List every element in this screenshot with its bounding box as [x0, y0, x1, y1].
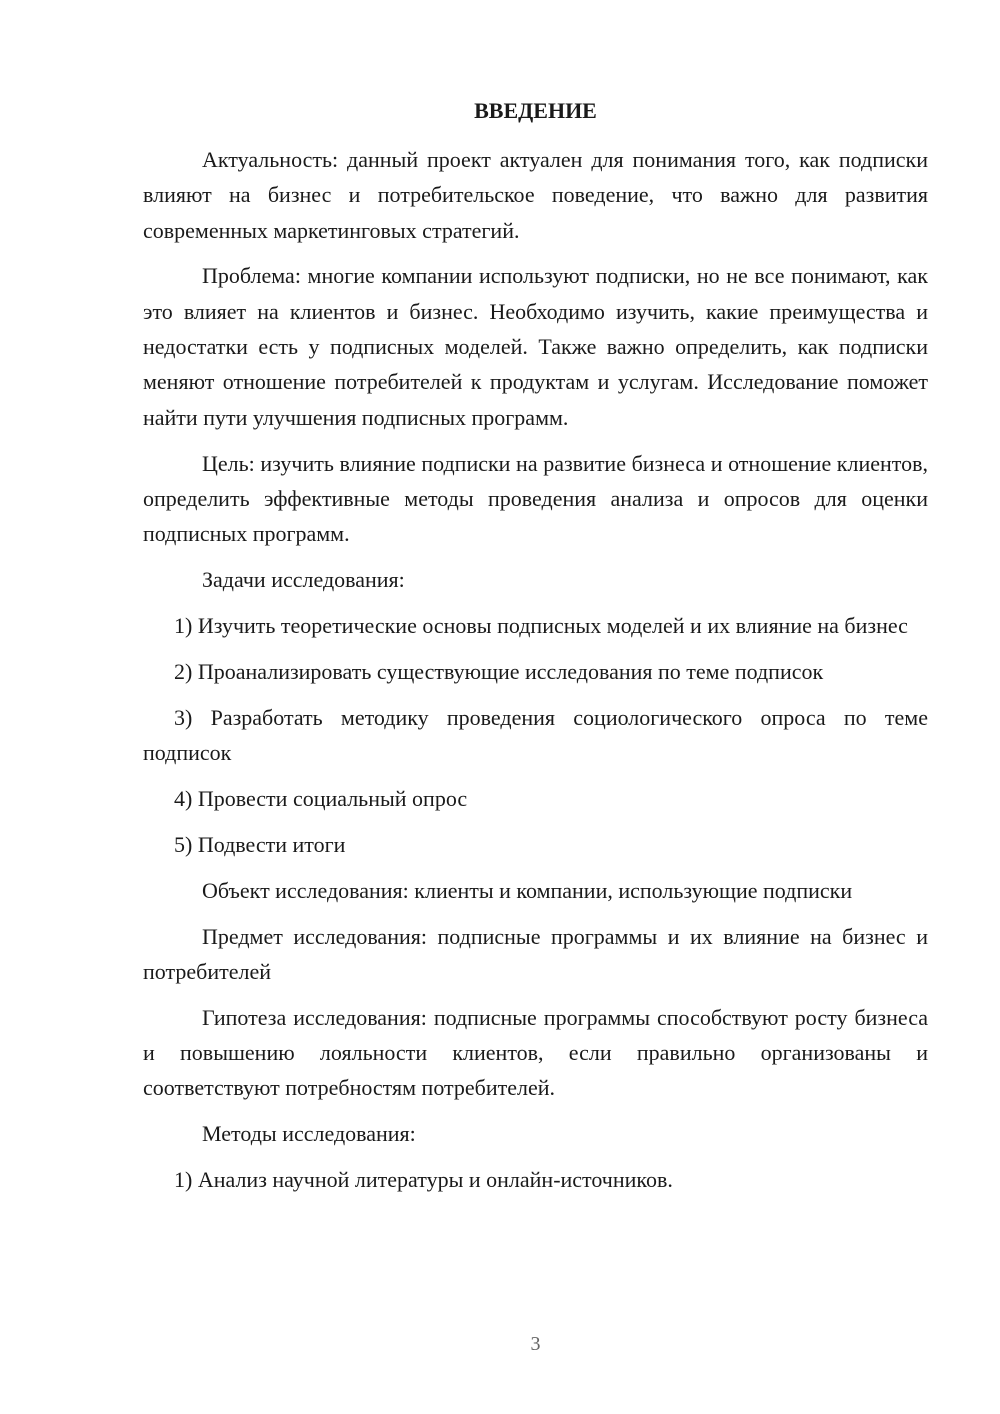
- paragraph-methods-heading: Методы исследования:: [202, 1121, 416, 1147]
- section-title: ВВЕДЕНИЕ: [474, 98, 597, 123]
- paragraph-goal: Цель: изучить влияние подписки на развитие бизнеса и отношение клиентов, определить эффективные методы проведения анализа и опросов для оценки подписных программ.: [143, 450, 928, 547]
- list-item-task-4: 4) Провести социальный опрос: [174, 785, 468, 811]
- paragraph-subject: Предмет исследования: подписные программы и их влияние на бизнес и потребителей: [143, 923, 928, 984]
- list-item-task-5: 5) Подвести итоги: [174, 831, 346, 857]
- page-number: 3: [530, 1333, 541, 1355]
- list-item-task-2: 2) Проанализировать существующие исследования по теме подписок: [174, 658, 824, 684]
- document-page: [143, 0, 928, 1414]
- paragraph-relevance: Актуальность: данный проект актуален для понимания того, как подписки влияют на бизнес и потребительское поведение, что важно для развития современных маркетинговых стратегий.: [143, 147, 928, 243]
- section-body: [143, 142, 928, 1208]
- list-item-method-1: 1) Анализ научной литературы и онлайн-источников.: [174, 1167, 673, 1193]
- list-item-task-1: 1) Изучить теоретические основы подписных моделей и их влияние на бизнес: [174, 612, 908, 638]
- paragraph-problem: Проблема: многие компании используют подписки, но не все понимают, как это влияет на клиентов и бизнес. Необходимо изучить, какие преимущества и недостатки есть у подписных моделей. Также важно определить, как подписки меняют отношение потребителей к продуктам и услугам. Исследование поможет найти пути улучшения подписных программ.: [143, 263, 928, 430]
- paragraph-tasks-heading: Задачи исследования:: [202, 567, 405, 593]
- list-item-task-3: 3) Разработать методику проведения социологического опроса по теме подписок: [143, 704, 928, 766]
- paragraph-hypothesis: Гипотеза исследования: подписные программы способствуют росту бизнеса и повышению лояльности клиентов, если правильно организованы и соответствуют потребностям потребителей.: [143, 1004, 928, 1101]
- paragraph-object: Объект исследования: клиенты и компании, использующие подписки: [202, 877, 853, 903]
